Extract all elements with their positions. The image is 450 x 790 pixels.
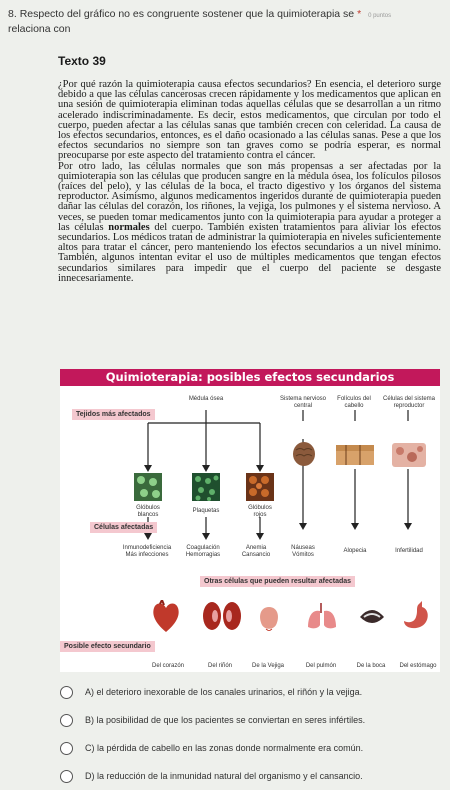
- option-b[interactable]: [60, 706, 440, 734]
- organ-mouth-label: De la boca: [356, 663, 386, 669]
- lung-icon: [306, 601, 338, 636]
- platelets-icon: [192, 473, 220, 506]
- question-number: 8.: [8, 8, 17, 20]
- heart-icon: [150, 600, 182, 639]
- passage-p2-text: Por otro lado, las células normales que son más propensas a ser afectadas por la quimioterapia son las células que producen sangre en la médula ósea, los folículos pilosos (raíces del pelo), y las células de la boca, el tracto digestivo y los órganos del sistema reproductor. Asimismo, algunos medicamentos ingeridos durante de quimioterapia pueden dañar las células del corazón, los riñones, la vejiga, los pulmones y el sistema nervioso. A veces, se pueden tomar medicamentos junto con la quimioterapia para ayudar a proteger a las células: [58, 160, 441, 233]
- bladder-icon: [256, 605, 282, 636]
- option-b-label: B) la posibilidad de que los pacientes se conviertan en seres infértiles.: [85, 715, 366, 725]
- organ-stomach-label: Del estómago: [399, 663, 437, 669]
- radio-a[interactable]: [60, 686, 73, 699]
- effect-alopecia: Alopecia: [343, 548, 367, 554]
- reproductive-cells-icon: [392, 443, 426, 472]
- effect-anemia: Anemia Cansancio: [241, 545, 271, 558]
- radio-d[interactable]: [60, 770, 73, 783]
- stomach-icon: [400, 599, 432, 636]
- passage-paragraph-2: [58, 162, 441, 284]
- effect-immunodeficiency: Inmunodeficiencia Más infecciones: [122, 545, 172, 558]
- label-platelets: Plaquetas: [192, 508, 220, 514]
- option-c-label: C) la pérdida de cabello en las zonas donde normalmente era común.: [85, 743, 364, 753]
- answer-options: [60, 678, 440, 790]
- passage-bold-word: normales: [108, 221, 150, 233]
- label-red-cells: Glóbulos rojos: [248, 505, 272, 518]
- mouth-icon: [358, 603, 386, 636]
- option-a[interactable]: [60, 678, 440, 706]
- effect-nausea: Náuseas Vómitos: [291, 545, 315, 558]
- required-mark: *: [357, 8, 362, 20]
- passage-title: Texto 39: [58, 54, 106, 68]
- infographic: [60, 369, 440, 672]
- organ-lung-label: Del pulmón: [305, 663, 337, 669]
- red-blood-cells-icon: [246, 473, 274, 506]
- question-text-cont: relaciona con: [8, 23, 71, 35]
- reading-passage: [58, 54, 441, 284]
- option-a-label: A) el deterioro inexorable de los canales urinarios, el riñón y la vejiga.: [85, 687, 363, 697]
- organ-kidney-label: Del riñón: [207, 663, 232, 669]
- effect-coagulation: Coagulación Hemorragias: [185, 545, 221, 558]
- option-d-label: D) la reducción de la inmunidad natural del organismo y el cansancio.: [85, 771, 363, 781]
- option-c[interactable]: [60, 734, 440, 762]
- tag-possible-effect: Posible efecto secundario: [60, 641, 155, 652]
- label-bone-marrow: Médula ósea: [188, 396, 224, 402]
- radio-c[interactable]: [60, 742, 73, 755]
- label-reproductive: Células del sistema reproductor: [382, 396, 436, 409]
- organ-heart-label: Del corazón: [151, 663, 184, 669]
- passage-p2-end: del cuerpo. También existen tratamientos para aliviar los efectos secundarios. Los médicos tratan de administrar la quimioterapia en niveles suficientemente altos para tratar el cáncer, pero manteniendo los efectos secundarios a un nivel mínimo. También, algunos intentan evitar el uso de múltiples medicamentos que tengan efectos secundarios similares para impedir que el cuerpo del paciente se desgaste innecesariamente.: [58, 221, 441, 284]
- question-text: Respecto del gráfico no es congruente sostener que la quimioterapia se: [19, 8, 355, 20]
- hair-follicle-icon: [336, 443, 374, 472]
- tag-other-cells: Otras células que pueden resultar afectadas: [200, 576, 355, 587]
- passage-paragraph-1: ¿Por qué razón la quimioterapia causa efectos secundarios? En esencia, el deterioro surge debido a que las células cancerosas crecen rápidamente y los medicamentos que aplican en una sesión de quimioterapia eliminan todas aquellas células que se desarrollan a un ritmo acelerado indiscriminadamente. Es decir, estos medicamentos, que circulan por todo el cuerpo, pueden afectar a las células sanas que también crecen con celeridad. La causa de los efectos secundarios, entonces, es el daño ocasionado a las células sanas. Pese a que los efectos secundarios no siempre son tan graves como se podría esperar, es normal preocuparse por este aspecto del tratamiento contra el cáncer.: [58, 79, 441, 162]
- brain-icon: [292, 441, 316, 472]
- points-label: 0 puntos: [368, 13, 392, 19]
- label-white-cells: Glóbulos blancos: [136, 505, 160, 518]
- organ-bladder-label: De la Vejiga: [251, 663, 285, 669]
- effect-infertility: Infertilidad: [395, 548, 423, 554]
- option-d[interactable]: [60, 762, 440, 790]
- figure-title: Quimioterapia: posibles efectos secundarios: [60, 369, 440, 386]
- kidney-icon: [202, 601, 242, 636]
- white-blood-cells-icon: [134, 473, 162, 506]
- tag-tissues: Tejidos más afectados: [72, 409, 155, 420]
- radio-b[interactable]: [60, 714, 73, 727]
- question-header: [8, 8, 444, 36]
- tag-affected-cells: Células afectadas: [90, 522, 157, 533]
- label-hair-follicles: Folículos del cabello: [337, 396, 371, 409]
- label-cns: Sistema nervioso central: [279, 396, 327, 409]
